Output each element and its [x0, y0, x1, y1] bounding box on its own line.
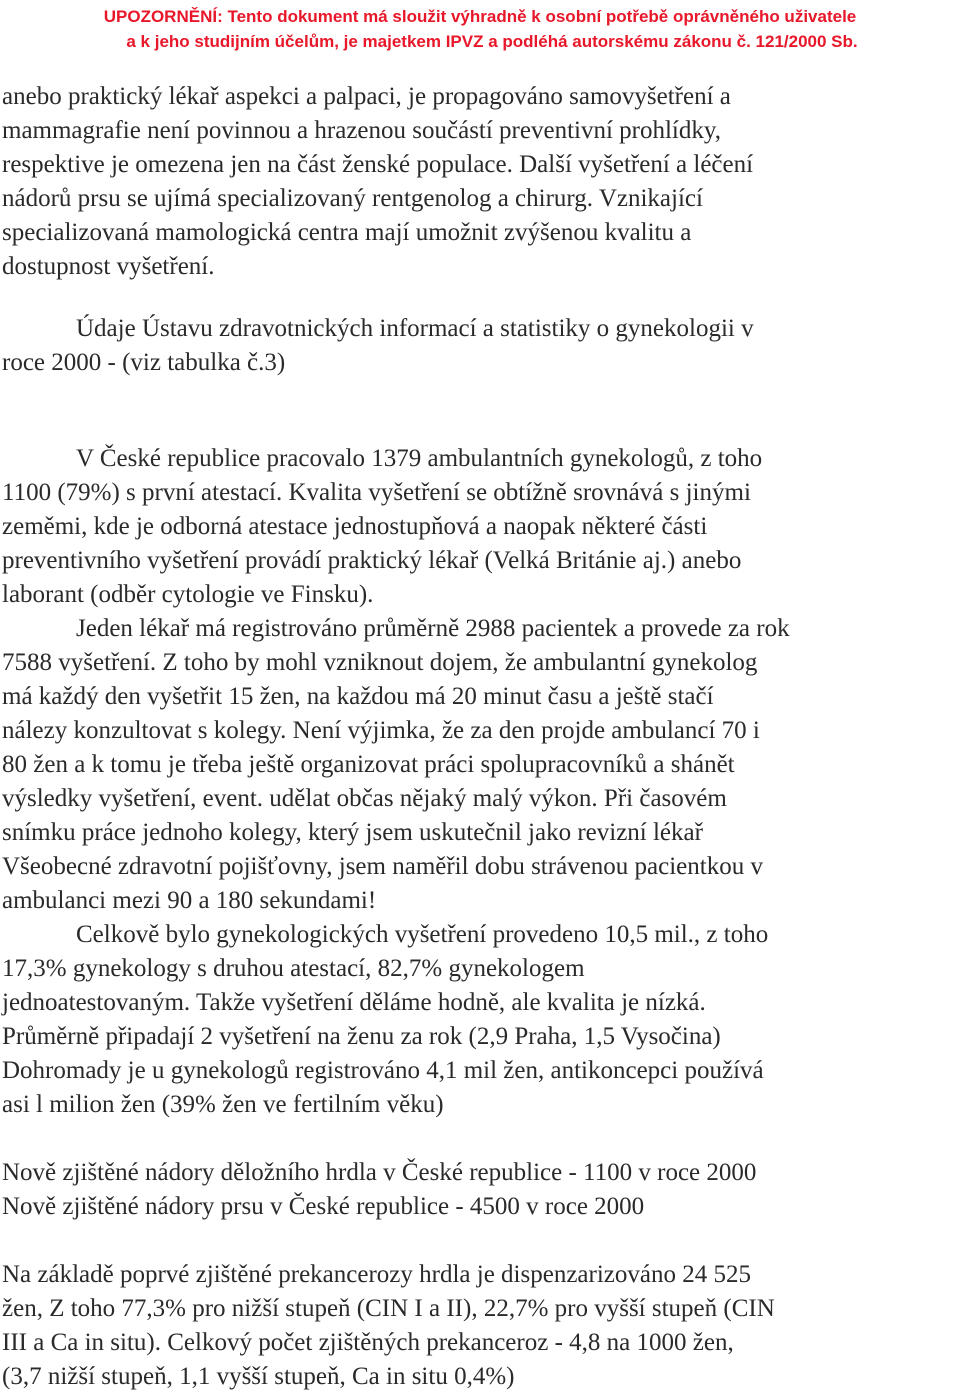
paragraph-new-tumors — [2, 1156, 954, 1224]
text-line: Celkově bylo gynekologických vyšetření provedeno 10,5 mil., z toho — [76, 921, 769, 948]
text-line: anebo praktický lékař aspekci a palpaci, je propagováno samovyšetření a — [2, 83, 731, 110]
text-line: Údaje Ústavu zdravotnických informací a statistiky o gynekologii v — [76, 315, 754, 342]
paragraph-precancerosis — [2, 1258, 954, 1394]
text-line: (3,7 nižší stupeň, 1,1 vyšší stupeň, Ca in situ 0,4%) — [2, 1363, 515, 1390]
text-line: mammagrafie není povinnou a hrazenou součástí preventivní prohlídky, — [2, 117, 722, 144]
copyright-warning — [0, 4, 960, 54]
text-line: Nově zjištěné nádory prsu v České republice - 4500 v roce 2000 — [2, 1193, 645, 1220]
text-line: asi l milion žen (39% žen ve fertilním věku) — [2, 1091, 444, 1118]
text-line: ambulanci mezi 90 a 180 sekundami! — [2, 887, 377, 914]
text-line: preventivního vyšetření provádí praktický lékař (Velká Británie aj.) anebo — [2, 547, 742, 574]
document-body — [0, 80, 954, 1394]
paragraph-workload — [2, 612, 954, 918]
text-line: nálezy konzultovat s kolegy. Není výjimka, že za den projde ambulancí 70 i — [2, 717, 760, 744]
text-line: 80 žen a k tomu je třeba ještě organizovat práci spolupracovníků a shánět — [2, 751, 735, 778]
text-line: specializovaná mamologická centra mají umožnit zvýšenou kvalitu a — [2, 219, 692, 246]
paragraph-gynecologists — [2, 442, 954, 612]
text-line: jednoatestovaným. Takže vyšetření děláme hodně, ale kvalita je nízká. — [2, 989, 706, 1016]
text-line: snímku práce jednoho kolegy, který jsem uskutečnil jako revizní lékař — [2, 819, 703, 846]
paragraph-uzis-data — [2, 312, 954, 380]
text-line: laborant (odběr cytologie ve Finsku). — [2, 581, 374, 608]
text-line: Průměrně připadají 2 vyšetření na ženu za rok (2,9 Praha, 1,5 Vysočina) — [2, 1023, 721, 1050]
text-line: Jeden lékař má registrováno průměrně 2988 pacientek a provede za rok — [76, 615, 790, 642]
text-line: III a Ca in situ). Celkový počet zjištěných prekanceroz - 4,8 na 1000 žen, — [2, 1329, 734, 1356]
warning-line-1: UPOZORNĚNÍ: Tento dokument má sloužit výhradně k osobní potřebě oprávněného uživatele — [103, 7, 857, 26]
text-line: Nově zjištěné nádory děložního hrdla v České republice - 1100 v roce 2000 — [2, 1159, 757, 1186]
text-line: 7588 vyšetření. Z toho by mohl vzniknout dojem, že ambulantní gynekolog — [2, 649, 758, 676]
text-line: Všeobecné zdravotní pojišťovny, jsem naměřil dobu strávenou pacientkou v — [2, 853, 763, 880]
text-line: má každý den vyšetřit 15 žen, na každou má 20 minut času a ještě stačí — [2, 683, 714, 710]
text-line: 1100 (79%) s první atestací. Kvalita vyšetření se obtížně srovnává s jinými — [2, 479, 751, 506]
text-line: roce 2000 - (viz tabulka č.3) — [2, 349, 286, 376]
text-line: Dohromady je u gynekologů registrováno 4,1 mil žen, antikoncepci používá — [2, 1057, 764, 1084]
paragraph-screening — [2, 80, 954, 284]
text-line: zeměmi, kde je odborná atestace jednostupňová a naopak některé části — [2, 513, 708, 540]
text-line: Na základě poprvé zjištěné prekancerozy hrdla je dispenzarizováno 24 525 — [2, 1261, 751, 1288]
warning-line-2: a k jeho studijním účelům, je majetkem IPVZ a podléhá autorskému zákonu č. 121/2000 Sb. — [126, 32, 858, 51]
text-line: V České republice pracovalo 1379 ambulantních gynekologů, z toho — [76, 445, 763, 472]
paragraph-exam-totals — [2, 918, 954, 1122]
text-line: žen, Z toho 77,3% pro nižší stupeň (CIN I a II), 22,7% pro vyšší stupeň (CIN — [2, 1295, 775, 1322]
text-line: výsledky vyšetření, event. udělat občas nějaký malý výkon. Při časovém — [2, 785, 727, 812]
text-line: dostupnost vyšetření. — [2, 253, 215, 280]
text-line: respektive je omezena jen na část ženské populace. Další vyšetření a léčení — [2, 151, 754, 178]
text-line: 17,3% gynekology s druhou atestací, 82,7% gynekologem — [2, 955, 585, 982]
text-line: nádorů prsu se ujímá specializovaný rentgenolog a chirurg. Vznikající — [2, 185, 703, 212]
